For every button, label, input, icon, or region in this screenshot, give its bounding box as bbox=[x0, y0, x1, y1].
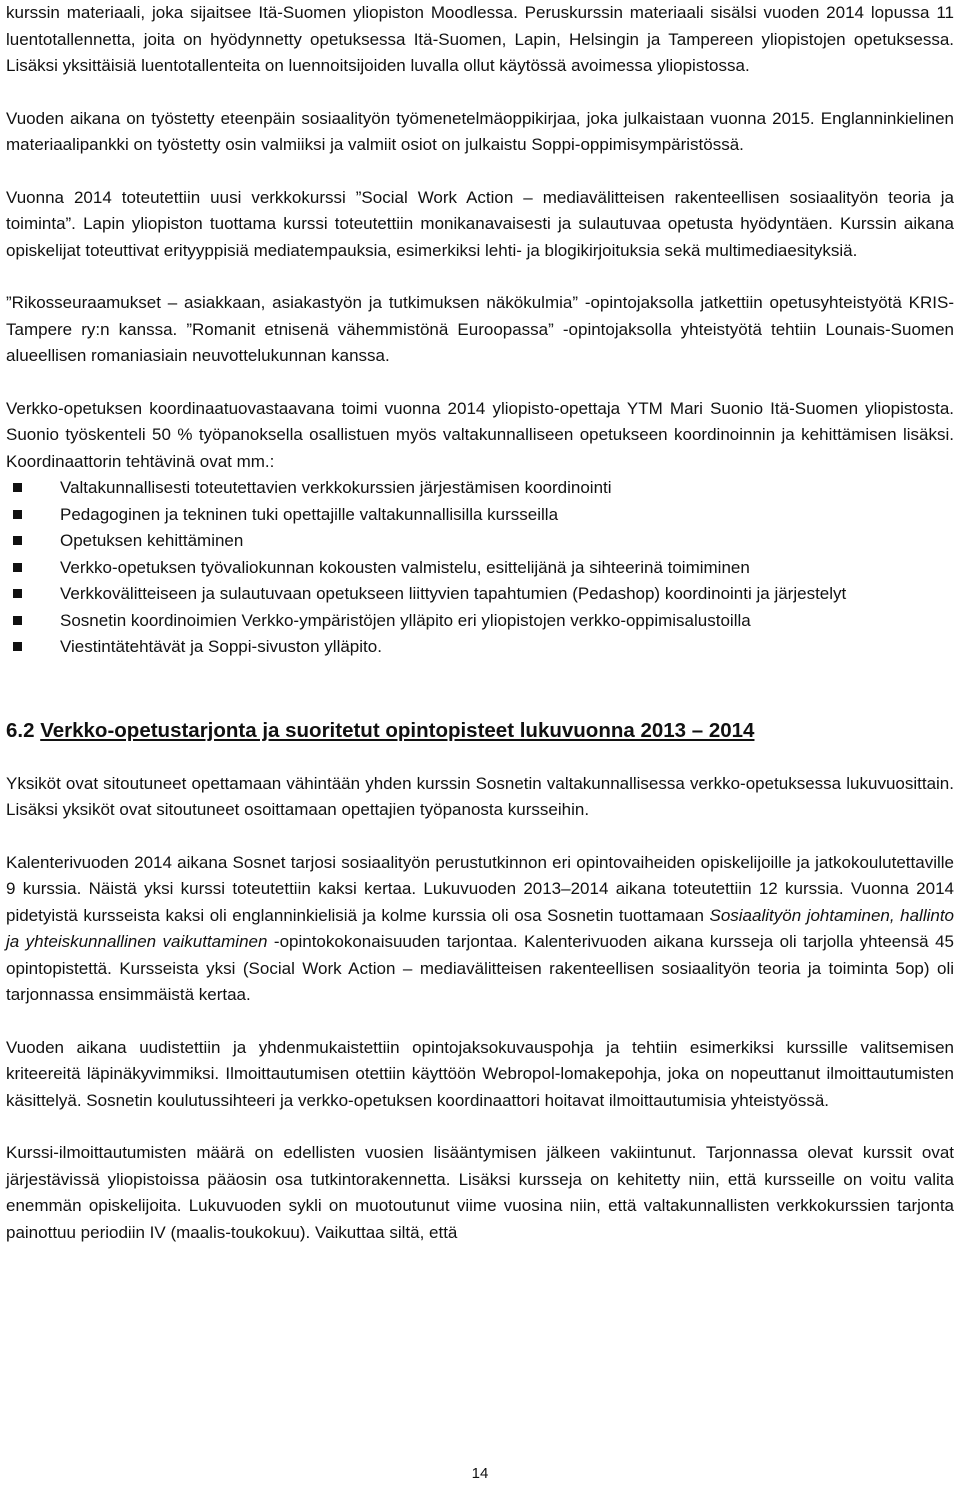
paragraph-moodle-materials: kurssin materiaali, joka sijaitsee Itä-Suomen yliopiston Moodlessa. Peruskurssin materiaali sisälsi vuoden 2014 lopussa 11 luentotallennetta, joita on hyödynnetty opetuksessa Itä-Suomen, Lapin, Helsingin ja Tampereen yliopistojen opetuksessa. Lisäksi yksittäisiä luentotallenteita on luennoitsijoiden luvalla ollut käytössä avoimessa yliopistossa. bbox=[6, 3, 954, 75]
square-bullet-icon bbox=[13, 536, 22, 545]
list-item: Sosnetin koordinoimien Verkko-ympäristöjen ylläpito eri yliopistojen verkko-oppimisalustoilla bbox=[6, 608, 954, 635]
page-number: 14 bbox=[471, 1465, 489, 1482]
list-item: Verkko-opetuksen työvaliokunnan kokousten valmistelu, esittelijänä ja sihteerinä toimiminen bbox=[6, 555, 954, 582]
program-name: Sosiaalityön johtaminen, hallinto ja yhteiskunnallinen vaikuttaminen bbox=[6, 905, 955, 951]
document-page bbox=[6, 0, 954, 1246]
paragraph-method-book: Vuoden aikana on työstetty eteenpäin sosiaalityön työmenetelmäoppikirjaa, joka julkaistaan vuonna 2015. Englanninkielinen materiaalipankki on työstetty osin valmiiksi ja valmiit osiot on julkaistu Soppi-oppimisympäristössä. bbox=[6, 108, 954, 154]
list-item: Pedagoginen ja tekninen tuki opettajille valtakunnallisilla kursseilla bbox=[6, 502, 954, 529]
square-bullet-icon bbox=[13, 563, 22, 572]
square-bullet-icon bbox=[13, 510, 22, 519]
list-item: Valtakunnallisesti toteutettavien verkkokurssien järjestämisen koordinointi bbox=[6, 475, 954, 502]
section-heading bbox=[6, 717, 954, 745]
paragraph-enrollment-trends: Kurssi-ilmoittautumisten määrä on edellisten vuosien lisääntymisen jälkeen vakiintunut. Tarjonnassa olevat kurssit ovat järjestävissä yliopistoissa pääosin osa tutkintorakennetta. Lisäksi kursseja on kehitetty niin, että kursseille on voitu valita enemmän opiskelijoita. Lukuvuoden sykli on muotoutunut viime vuosina niin, että valtakunnallisten verkkokurssien tarjonta painottuu periodiin IV (maalis-toukokuu). Vaikuttaa siltä, että bbox=[6, 1143, 954, 1242]
list-item: Opetuksen kehittäminen bbox=[6, 528, 954, 555]
square-bullet-icon bbox=[13, 616, 22, 625]
section-title: Verkko-opetustarjonta ja suoritetut opintopisteet lukuvuonna 2013 – 2014 bbox=[40, 718, 755, 742]
paragraph-course-offering: Kalenterivuoden 2014 aikana Sosnet tarjosi sosiaalityön perustutkinnon eri opintovaiheiden opiskelijoille ja jatkokoulutettaville 9 kurssia. Näistä yksi kurssi toteutettiin kaksi kertaa. Lukuvuoden 2013–2014 aikana toteutettiin 12 kurssia. Vuonna 2014 pidetyistä kursseista kaksi oli englanninkielisiä ja kolme kurssia oli osa Sosnetin tuottamaan Sosiaalityön johtaminen, hallinto ja yhteiskunnallinen vaikuttaminen -opintokokonaisuuden tarjontaa. Kalenterivuoden aikana kursseja oli tarjolla yhteensä 45 opintopistettä. Kursseista yksi (Social Work Action – mediavälitteisen rakenteellisen sosiaalityön teoria ja toiminta 5op) oli tarjonnassa ensimmäistä kertaa. bbox=[6, 852, 955, 1004]
square-bullet-icon bbox=[13, 642, 22, 651]
list-item: Viestintätehtävät ja Soppi-sivuston ylläpito. bbox=[6, 634, 954, 661]
section-number: 6.2 bbox=[6, 718, 35, 742]
list-item: Verkkovälitteiseen ja sulautuvaan opetukseen liittyvien tapahtumien (Pedashop) koordinointi ja järjestelyt bbox=[6, 581, 954, 608]
paragraph-unit-commitment: Yksiköt ovat sitoutuneet opettamaan vähintään yhden kurssin Sosnetin valtakunnallisessa verkko-opetuksessa lukuvuosittain. Lisäksi yksiköt ovat sitoutuneet osoittamaan opettajien työpanosta kursseihin. bbox=[6, 773, 954, 819]
paragraph-enrollment-process: Vuoden aikana uudistettiin ja yhdenmukaistettiin opintojaksokuvauspohja ja tehtiin esimerkiksi kurssille valitsemisen kriteereitä läpinäkyvimmiksi. Ilmoittautumisen otettiin käyttöön Webropol-lomakepohja, joka on nopeuttanut ilmoittautumisten käsittelyä. Sosnetin koulutussihteeri ja verkko-opetuksen koordinaattori hoitavat ilmoittautumisia yhteistyössä. bbox=[6, 1037, 954, 1110]
coordinator-tasks-list bbox=[6, 475, 954, 661]
square-bullet-icon bbox=[13, 589, 22, 598]
square-bullet-icon bbox=[13, 483, 22, 492]
paragraph-coordinator: Verkko-opetuksen koordinaatuovastaavana toimi vuonna 2014 yliopisto-opettaja YTM Mari Suonio Itä-Suomen yliopistosta. Suonio työskenteli 50 % työpanoksella osallistuen myös valtakunnalliseen opetukseen koordinoinnin ja kehittämisen lisäksi. Koordinaattorin tehtävinä ovat mm.: bbox=[6, 398, 954, 471]
paragraph-course-collaboration: ”Rikosseuraamukset – asiakkaan, asiakastyön ja tutkimuksen näkökulmia” -opintojaksolla jatkettiin opetusyhteistyötä KRIS-Tampere ry:n kanssa. ”Romanit etnisenä vähemmistönä Euroopassa” -opintojaksolla yhteistyötä tehtiin Lounais-Suomen alueellisen romaniasiain neuvottelukunnan kanssa. bbox=[6, 293, 954, 365]
paragraph-social-work-action: Vuonna 2014 toteutettiin uusi verkkokurssi ”Social Work Action – mediavälitteisen rakenteellisen sosiaalityön teoria ja toiminta”. Lapin yliopiston tuottama kurssi toteutettiin monikanavaisesti ja sulautuvaa opetusta hyödyntäen. Kurssin aikana opiskelijat toteuttivat erityyppisiä mediatempauksia, esimerkiksi lehti- ja blogikirjoituksia sekä multimediaesityksiä. bbox=[6, 187, 954, 260]
